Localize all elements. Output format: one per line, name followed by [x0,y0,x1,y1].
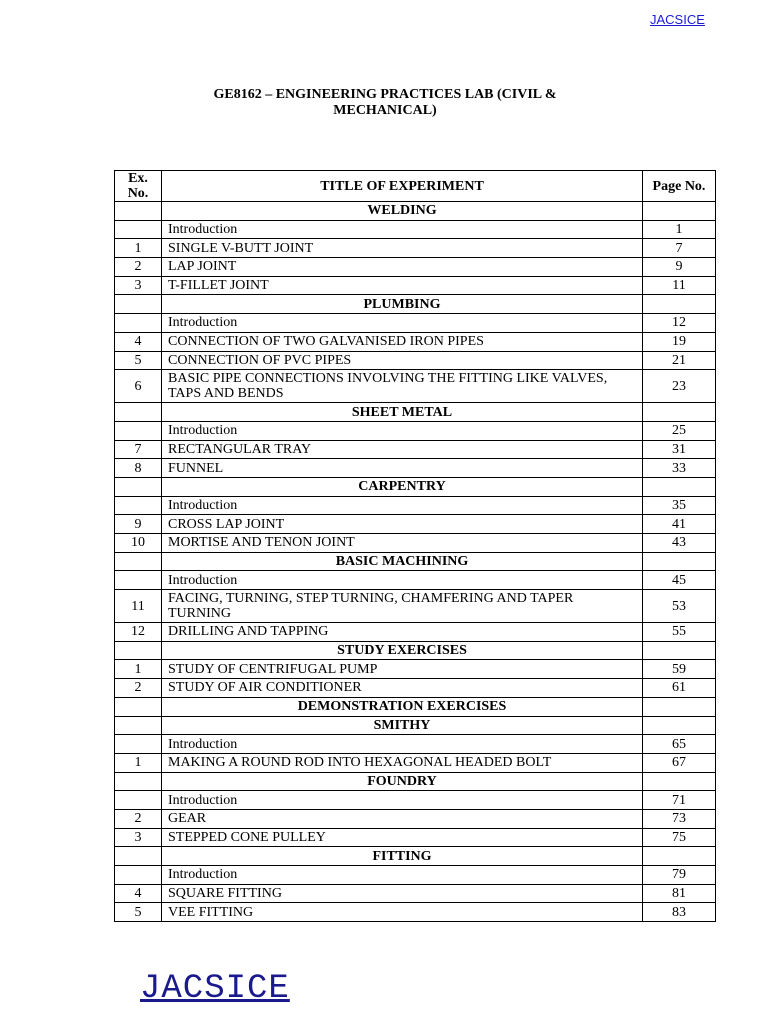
title-cell: GEAR [162,809,643,828]
title-cell: CONNECTION OF PVC PIPES [162,351,643,370]
ex-no-cell: 2 [115,679,162,698]
title-cell: SMITHY [162,716,643,735]
ex-no-cell [115,403,162,422]
page-no-cell: 83 [643,903,716,922]
ex-no-cell: 3 [115,276,162,295]
table-row [115,496,716,515]
page-no-cell: 9 [643,258,716,277]
ex-no-cell [115,697,162,716]
table-row [115,515,716,534]
title-cell: Introduction [162,496,643,515]
header-ex-no: Ex. No. [115,171,162,202]
table-row [115,440,716,459]
title-cell: Introduction [162,791,643,810]
page-no-cell: 65 [643,735,716,754]
title-cell: STUDY OF CENTRIFUGAL PUMP [162,660,643,679]
ex-no-cell [115,571,162,590]
title-cell: STUDY EXERCISES [162,641,643,660]
experiments-table [114,170,716,922]
page-no-cell: 73 [643,809,716,828]
page-no-cell [643,716,716,735]
section-row [115,697,716,716]
page-no-cell: 75 [643,828,716,847]
ex-no-cell: 5 [115,351,162,370]
ex-no-cell [115,202,162,221]
title-cell: MAKING A ROUND ROD INTO HEXAGONAL HEADED BOLT [162,753,643,772]
page-no-cell: 81 [643,884,716,903]
ex-no-cell: 1 [115,239,162,258]
title-cell: SQUARE FITTING [162,884,643,903]
table-row [115,903,716,922]
table-row [115,459,716,478]
table-header-row [115,171,716,202]
ex-no-cell [115,641,162,660]
ex-no-cell: 4 [115,884,162,903]
page-no-cell [643,477,716,496]
title-cell: PLUMBING [162,295,643,314]
ex-no-cell: 1 [115,660,162,679]
page-no-cell: 55 [643,623,716,642]
ex-no-cell: 10 [115,534,162,553]
section-row [115,716,716,735]
table-row [115,809,716,828]
table-row [115,828,716,847]
page-no-cell [643,697,716,716]
table-row [115,239,716,258]
ex-no-cell [115,421,162,440]
page-no-cell: 1 [643,220,716,239]
document-title [150,87,620,119]
section-row [115,847,716,866]
section-row [115,641,716,660]
ex-no-cell [115,552,162,571]
title-cell: SHEET METAL [162,403,643,422]
title-cell: CONNECTION OF TWO GALVANISED IRON PIPES [162,332,643,351]
page-no-cell: 19 [643,332,716,351]
table-row [115,884,716,903]
table-row [115,534,716,553]
title-cell: MORTISE AND TENON JOINT [162,534,643,553]
page-no-cell: 43 [643,534,716,553]
ex-no-cell [115,735,162,754]
page-no-cell [643,202,716,221]
ex-no-cell: 6 [115,370,162,403]
title-cell: BASIC PIPE CONNECTIONS INVOLVING THE FITTING LIKE VALVES, TAPS AND BENDS [162,370,643,403]
page-no-cell: 25 [643,421,716,440]
table-row [115,351,716,370]
page-no-cell: 7 [643,239,716,258]
table-row [115,735,716,754]
ex-no-cell: 3 [115,828,162,847]
ex-no-cell: 2 [115,809,162,828]
section-row [115,477,716,496]
page-no-cell [643,403,716,422]
ex-no-cell: 12 [115,623,162,642]
header-link[interactable]: JACSICE [650,12,705,27]
ex-no-cell: 1 [115,753,162,772]
table-row [115,370,716,403]
section-row [115,772,716,791]
title-cell: WELDING [162,202,643,221]
table-row [115,753,716,772]
page-no-cell: 71 [643,791,716,810]
title-cell: DEMONSTRATION EXERCISES [162,697,643,716]
title-cell: FITTING [162,847,643,866]
page-no-cell: 21 [643,351,716,370]
title-cell: Introduction [162,220,643,239]
title-cell: FUNNEL [162,459,643,478]
ex-no-cell: 11 [115,590,162,623]
ex-no-cell: 5 [115,903,162,922]
footer-link[interactable]: JACSICE [140,970,290,1008]
ex-no-cell [115,716,162,735]
page-no-cell [643,641,716,660]
ex-no-cell [115,496,162,515]
ex-no-cell [115,866,162,885]
table-row [115,332,716,351]
page-no-cell: 31 [643,440,716,459]
document-title-line2: MECHANICAL) [333,103,437,118]
page-no-cell: 61 [643,679,716,698]
ex-no-cell [115,314,162,333]
title-cell: STUDY OF AIR CONDITIONER [162,679,643,698]
table-row [115,791,716,810]
page-no-cell [643,772,716,791]
title-cell: Introduction [162,314,643,333]
page-no-cell: 67 [643,753,716,772]
ex-no-cell [115,477,162,496]
page-no-cell [643,552,716,571]
page-no-cell: 53 [643,590,716,623]
page-no-cell [643,295,716,314]
title-cell: CROSS LAP JOINT [162,515,643,534]
header-page-no: Page No. [643,171,716,202]
table-row [115,660,716,679]
table-row [115,571,716,590]
page-no-cell: 45 [643,571,716,590]
page-no-cell [643,847,716,866]
section-row [115,403,716,422]
title-cell: SINGLE V-BUTT JOINT [162,239,643,258]
title-cell: Introduction [162,866,643,885]
table-row [115,421,716,440]
page-no-cell: 23 [643,370,716,403]
table-row [115,220,716,239]
page-no-cell: 35 [643,496,716,515]
ex-no-cell [115,847,162,866]
title-cell: VEE FITTING [162,903,643,922]
page-no-cell: 41 [643,515,716,534]
section-row [115,295,716,314]
table-row [115,679,716,698]
ex-no-cell [115,772,162,791]
section-row [115,202,716,221]
section-row [115,552,716,571]
title-cell: STEPPED CONE PULLEY [162,828,643,847]
ex-no-cell [115,791,162,810]
title-cell: RECTANGULAR TRAY [162,440,643,459]
page-no-cell: 79 [643,866,716,885]
table-row [115,276,716,295]
title-cell: DRILLING AND TAPPING [162,623,643,642]
table-row [115,590,716,623]
ex-no-cell [115,295,162,314]
ex-no-cell: 9 [115,515,162,534]
title-cell: Introduction [162,421,643,440]
document-title-line1: GE8162 – ENGINEERING PRACTICES LAB (CIVIL & [213,87,557,102]
header-title: TITLE OF EXPERIMENT [162,171,643,202]
page-no-cell: 33 [643,459,716,478]
title-cell: BASIC MACHINING [162,552,643,571]
page-no-cell: 11 [643,276,716,295]
table-row [115,258,716,277]
page-no-cell: 12 [643,314,716,333]
table-row [115,866,716,885]
ex-no-cell: 4 [115,332,162,351]
ex-no-cell [115,220,162,239]
ex-no-cell: 2 [115,258,162,277]
table-row [115,623,716,642]
table-row [115,314,716,333]
ex-no-cell: 7 [115,440,162,459]
page-no-cell: 59 [643,660,716,679]
title-cell: Introduction [162,735,643,754]
ex-no-cell: 8 [115,459,162,478]
title-cell: FOUNDRY [162,772,643,791]
title-cell: CARPENTRY [162,477,643,496]
title-cell: T-FILLET JOINT [162,276,643,295]
title-cell: FACING, TURNING, STEP TURNING, CHAMFERING AND TAPER TURNING [162,590,643,623]
title-cell: LAP JOINT [162,258,643,277]
title-cell: Introduction [162,571,643,590]
